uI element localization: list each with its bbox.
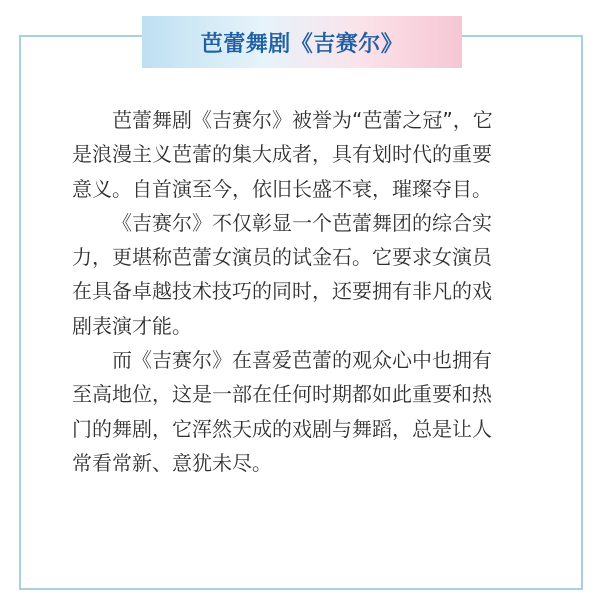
- paragraph-2: [72, 206, 562, 343]
- paragraph-line: 至高地位，这是一部在任何时期都如此重要和热: [72, 382, 492, 407]
- title-banner: [142, 16, 462, 68]
- paragraph-line: 而《吉赛尔》在喜爱芭蕾的观众心中也拥有: [112, 348, 492, 373]
- paragraph-line: 门的舞剧，它浑然天成的戏剧与舞蹈，总是让人: [72, 416, 492, 441]
- paragraph-line: 芭蕾舞剧《吉赛尔》被誉为“芭蕾之冠”，它: [112, 108, 493, 132]
- article-body: [72, 103, 562, 480]
- page-title: 芭蕾舞剧《吉赛尔》: [200, 31, 404, 57]
- paragraph-3: [72, 343, 562, 480]
- paragraph-line: 在具备卓越技术技巧的同时，还要拥有非凡的戏: [72, 279, 492, 304]
- paragraph-line: 力，更堪称芭蕾女演员的试金石。它要求女演员: [72, 245, 492, 270]
- paragraph-1: [72, 103, 562, 206]
- paragraph-line: 《吉赛尔》不仅彰显一个芭蕾舞团的综合实: [112, 210, 492, 235]
- paragraph-line: 意义。自首演至今，依旧长盛不衰，璀璨夺目。: [72, 176, 492, 201]
- paragraph-line: 常看常新、意犹未尽。: [72, 450, 272, 475]
- paragraph-line: 剧表演才能。: [72, 313, 192, 338]
- paragraph-line: 是浪漫主义芭蕾的集大成者，具有划时代的重要: [72, 142, 492, 167]
